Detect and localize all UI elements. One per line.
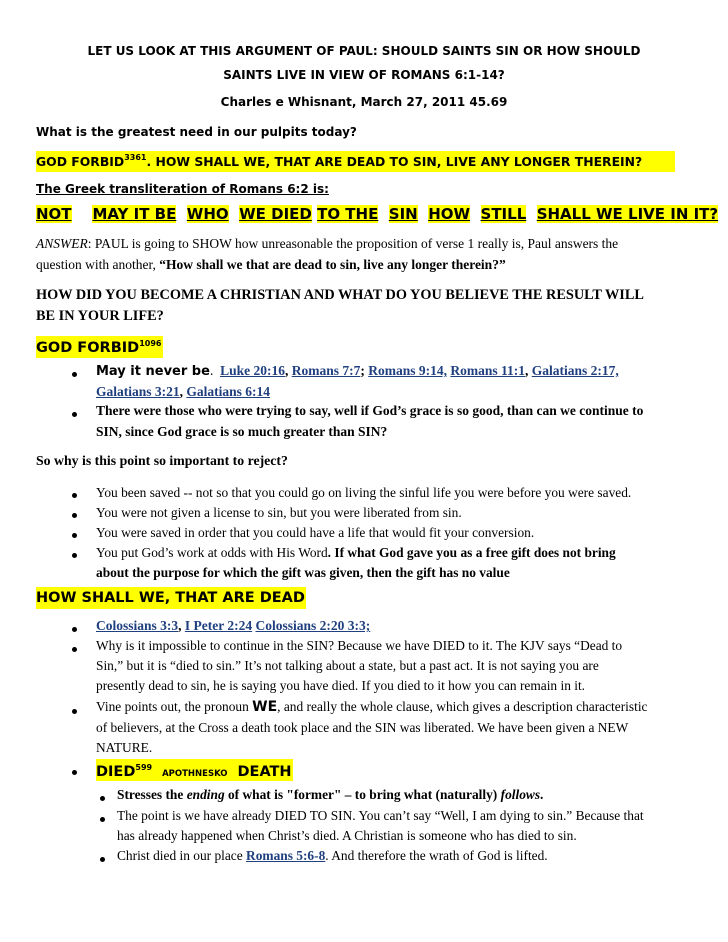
- item-text: Vine points out, the pronoun: [96, 699, 253, 714]
- bullet-icon: [72, 553, 77, 558]
- bullet-icon: [72, 709, 77, 714]
- died-heading: [96, 759, 293, 781]
- question2-line-2: BE IN YOUR LIFE?: [36, 308, 164, 324]
- bullet-icon: [72, 513, 77, 518]
- item-line: of believers, at the Cross a death took place and the SIN was liberated. We have been given a NEW: [96, 720, 629, 735]
- section-heading-how-shall-we: HOW SHALL WE, THAT ARE DEAD: [36, 587, 306, 609]
- item-line: The point is we have already DIED TO SIN. You can’t say “Well, I am dying to sin.” Because that: [117, 808, 644, 823]
- item-line: Sin,” but it is “died to sin.” It’s not talking about a state, but a past act. It is not saying you are: [96, 658, 599, 673]
- strongs-number: 1096: [139, 339, 162, 348]
- bullet-icon: [72, 770, 77, 775]
- why-heading: So why is this point so important to reject?: [36, 453, 288, 468]
- strongs-number: 3361: [124, 153, 147, 162]
- greek-word: MAY IT BE: [92, 205, 177, 223]
- scripture-link[interactable]: Romans 7:7: [291, 363, 361, 378]
- died-label: DIED: [96, 764, 136, 780]
- item-line: Stresses the ending of what is "former" – to bring what (naturally) follows.: [117, 787, 544, 802]
- greek-heading: The Greek transliteration of Romans 6:2 is:: [36, 182, 329, 196]
- greek-word: WHO: [186, 205, 229, 223]
- section-heading-god-forbid: [36, 336, 163, 358]
- god-forbid-question: . HOW SHALL WE, THAT ARE DEAD TO SIN, LIVE ANY LONGER THEREIN?: [146, 154, 643, 169]
- scripture-link[interactable]: Romans 11:1: [450, 363, 525, 378]
- greek-term: APOTHNESKO: [162, 769, 228, 779]
- greek-word: SHALL WE LIVE IN IT?: [536, 205, 719, 223]
- byline: Charles e Whisnant, March 27, 2011 45.69: [220, 95, 508, 109]
- greek-word: TO THE: [317, 205, 379, 223]
- answer-label: ANSWER: [36, 236, 88, 251]
- greek-word: NOT: [36, 205, 72, 223]
- item-line: There were those who were trying to say, well if God’s grace is so good, than can we continue to: [96, 403, 644, 418]
- item-italic: ending: [186, 787, 225, 802]
- bullet-icon: [100, 817, 105, 822]
- item-line: NATURE.: [96, 740, 153, 755]
- item-line: about the purpose for which the gift was given, then the gift has no value: [96, 565, 510, 580]
- item-line: [96, 545, 616, 561]
- scripture-link[interactable]: Galatians 2:17,: [531, 363, 619, 378]
- item-line: Galatians 3:21, Galatians 6:14: [96, 384, 271, 399]
- answer-text: : PAUL is going to SHOW how unreasonable the proposition of verse 1 really is, Paul answers the: [87, 236, 619, 251]
- bullet-icon: [100, 796, 105, 801]
- item-line: SIN, since God grace is so much greater than SIN?: [96, 424, 388, 439]
- section-heading-text: GOD FORBID: [36, 340, 140, 356]
- greek-word: SIN: [388, 205, 418, 223]
- answer-text-2: question with another,: [36, 257, 160, 272]
- item-line: Why is it impossible to continue in the SIN? Because we have DIED to it. The KJV says “Dead to: [96, 638, 623, 653]
- item-bold: WE: [252, 699, 278, 715]
- item-text: . And therefore the wrath of God is lifted.: [325, 848, 548, 863]
- question-heading: What is the greatest need in our pulpits today?: [36, 125, 357, 139]
- scripture-link[interactable]: Colossians 3:3: [96, 618, 179, 633]
- item-line: has already happened when Christ’s died. A Christian is someone who has died to sin.: [117, 828, 577, 843]
- greek-word: HOW: [428, 205, 471, 223]
- item-text: , and really the whole clause, which gives a description characteristic: [277, 699, 648, 714]
- god-forbid-text: GOD FORBID: [36, 154, 125, 169]
- scripture-link[interactable]: I Peter 2:24: [184, 618, 253, 633]
- bullet-icon: [72, 372, 77, 377]
- bullet-icon: [72, 627, 77, 632]
- answer-line-2: [36, 257, 506, 273]
- scripture-link[interactable]: Luke 20:16: [220, 363, 285, 378]
- answer-line-1: [36, 236, 618, 252]
- scripture-link[interactable]: Galatians 6:14: [186, 384, 271, 399]
- title-line-1: LET US LOOK AT THIS ARGUMENT OF PAUL: SHOULD SAINTS SIN OR HOW SHOULD: [87, 44, 641, 58]
- died-word: DEATH: [237, 764, 292, 780]
- item-line: [117, 848, 548, 864]
- bullet-icon: [72, 412, 77, 417]
- item-line: presently dead to sin, he is saying you have died. If you died to it how you can remain in it.: [96, 678, 586, 693]
- scripture-link[interactable]: Galatians 3:21: [96, 384, 180, 399]
- greek-word: STILL: [480, 205, 527, 223]
- greek-word: WE DIED: [239, 205, 312, 223]
- bullet-icon: [100, 857, 105, 862]
- item-line: You been saved -- not so that you could go on living the sinful life you were before you were saved.: [96, 485, 632, 500]
- bullet-icon: [72, 647, 77, 652]
- greek-words-row: [36, 205, 718, 223]
- item-bold: . If what God gave you as a free gift does not bring: [327, 545, 616, 560]
- bullet-icon: [72, 533, 77, 538]
- scripture-link[interactable]: Romans 5:6-8: [246, 848, 326, 863]
- item-line: Colossians 3:3, I Peter 2:24 Colossians 2:20 3:3;: [96, 618, 371, 633]
- item-text: Christ died in our place: [117, 848, 247, 863]
- item-italic: follows: [500, 787, 541, 802]
- item-line: May it never be. Luke 20:16, Romans 7:7; Romans 9:14, Romans 11:1, Galatians 2:17,: [96, 363, 619, 379]
- item-line: You were saved in order that you could have a life that would fit your conversion.: [96, 525, 535, 540]
- item-text: You put God’s work at odds with His Word: [96, 545, 328, 560]
- item-bold: May it never be: [96, 364, 210, 379]
- item-line: [96, 699, 648, 715]
- title-line-2: SAINTS LIVE IN VIEW OF ROMANS 6:1-14?: [223, 68, 505, 82]
- question2-line-1: HOW DID YOU BECOME A CHRISTIAN AND WHAT DO YOU BELIEVE THE RESULT WILL: [36, 287, 644, 303]
- item-text: of what is "former" – to bring what (naturally): [224, 787, 501, 802]
- item-line: You were not given a license to sin, but you were liberated from sin.: [96, 505, 462, 520]
- item-text: Stresses the: [117, 787, 187, 802]
- scripture-link[interactable]: Colossians 2:20 3:3;: [255, 618, 371, 633]
- answer-quote: “How shall we that are dead to sin, live any longer therein?”: [159, 257, 506, 272]
- bullet-icon: [72, 493, 77, 498]
- strongs-number: 599: [135, 763, 153, 772]
- scripture-link[interactable]: Romans 9:14,: [368, 363, 447, 378]
- god-forbid-banner: [36, 151, 675, 172]
